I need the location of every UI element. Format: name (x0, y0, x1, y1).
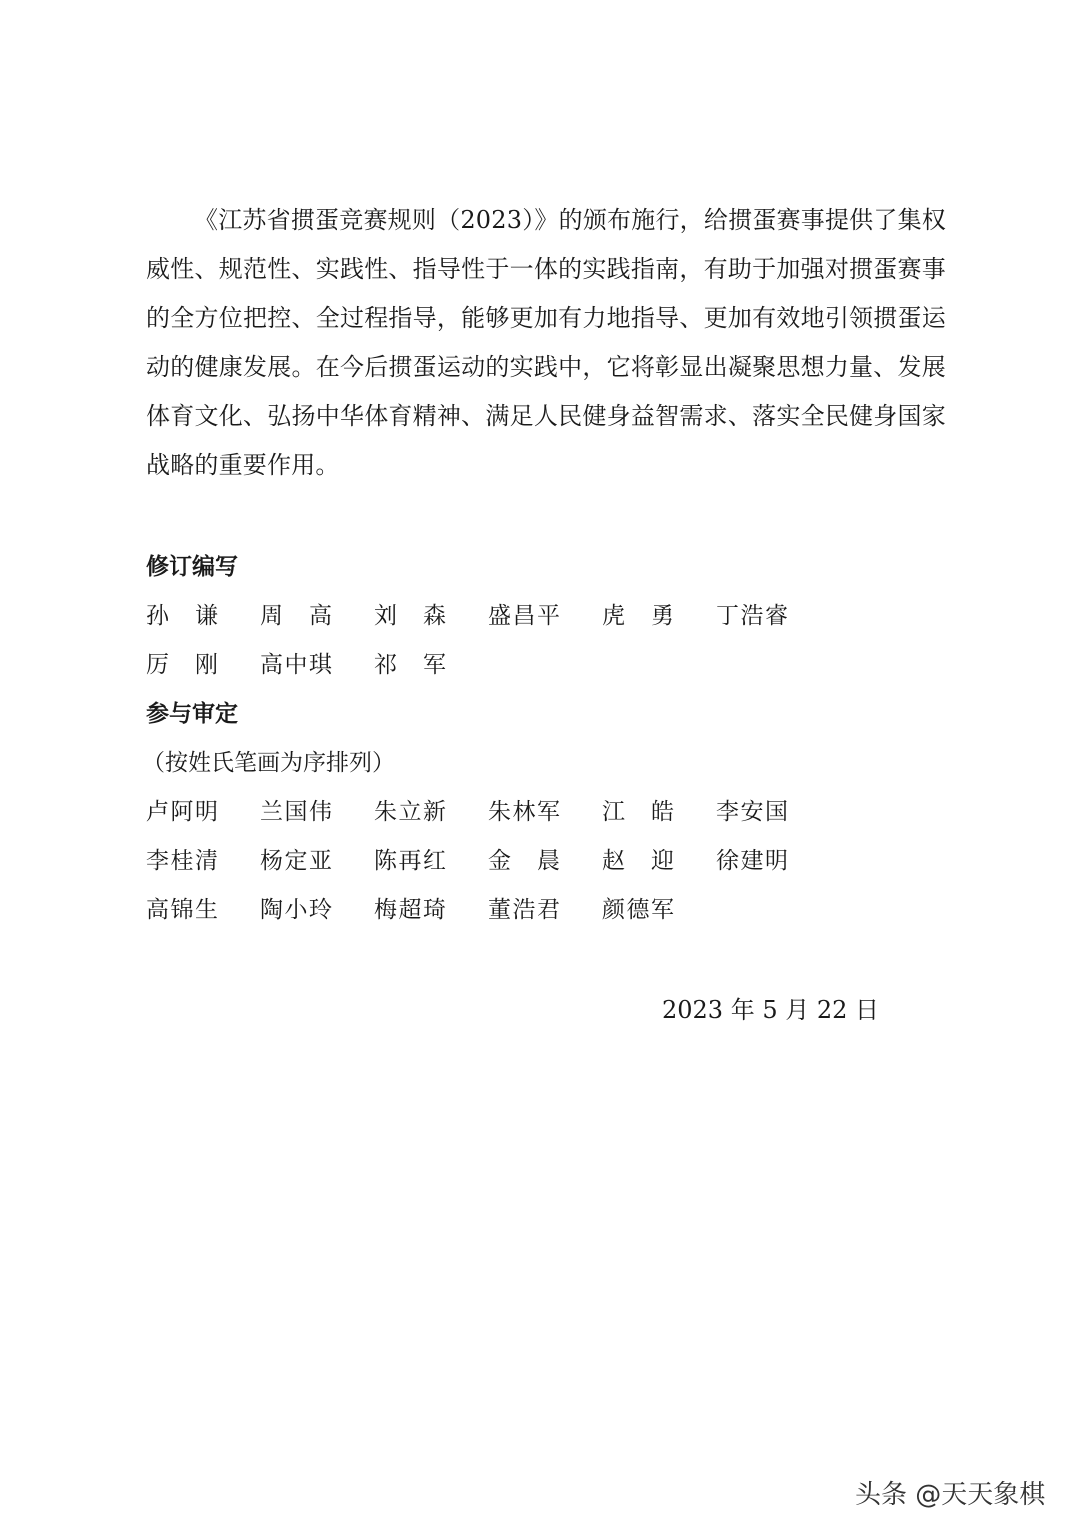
person-name: 江皓 (602, 799, 674, 825)
person-name: 丁浩睿 (716, 603, 788, 629)
person-name: 兰国伟 (260, 799, 332, 825)
review-note: （按姓氏笔画为序排列） (142, 750, 395, 776)
person-name: 朱林军 (488, 799, 560, 825)
person-name: 陶小玲 (260, 897, 332, 923)
person-name: 朱立新 (374, 799, 446, 825)
person-name: 厉刚 (146, 652, 218, 678)
person-name: 董浩君 (488, 897, 560, 923)
person-name: 徐建明 (716, 848, 788, 874)
person-name: 陈再红 (374, 848, 446, 874)
document-date: 2023 年 5 月 22 日 (662, 996, 880, 1024)
person-name: 祁军 (374, 652, 446, 678)
person-name: 高锦生 (146, 897, 218, 923)
revision-heading: 修订编写 (146, 554, 238, 580)
person-name: 盛昌平 (488, 603, 560, 629)
person-name: 李桂清 (146, 848, 218, 874)
body-paragraph: 《江苏省掼蛋竞赛规则（2023）》的颁布施行，给掼蛋赛事提供了集权威性、规范性、实践性、指导性于一体的实践指南，有助于加强对掼蛋赛事的全方位把控、全过程指导，能够更加有力地指导、更加有效地引领掼蛋运动的健康发展。在今后掼蛋运动的实践中，它将彰显出凝聚思想力量、发展体育文化、弘扬中华体育精神、满足人民健身益智需求、落实全民健身国家战略的重要作用。 (146, 206, 946, 479)
person-name: 赵迎 (602, 848, 674, 874)
person-name: 梅超琦 (374, 897, 446, 923)
person-name: 高中琪 (260, 652, 332, 678)
person-name: 颜德军 (602, 897, 674, 923)
watermark: 头条 @天天象棋 (855, 1480, 1046, 1510)
person-name: 虎勇 (602, 603, 674, 629)
review-heading: 参与审定 (146, 701, 238, 727)
person-name: 刘森 (374, 603, 446, 629)
person-name: 杨定亚 (260, 848, 332, 874)
person-name: 李安国 (716, 799, 788, 825)
person-name: 金晨 (488, 848, 560, 874)
person-name: 卢阿明 (146, 799, 218, 825)
person-name: 孙谦 (146, 603, 218, 629)
person-name: 周高 (260, 603, 332, 629)
